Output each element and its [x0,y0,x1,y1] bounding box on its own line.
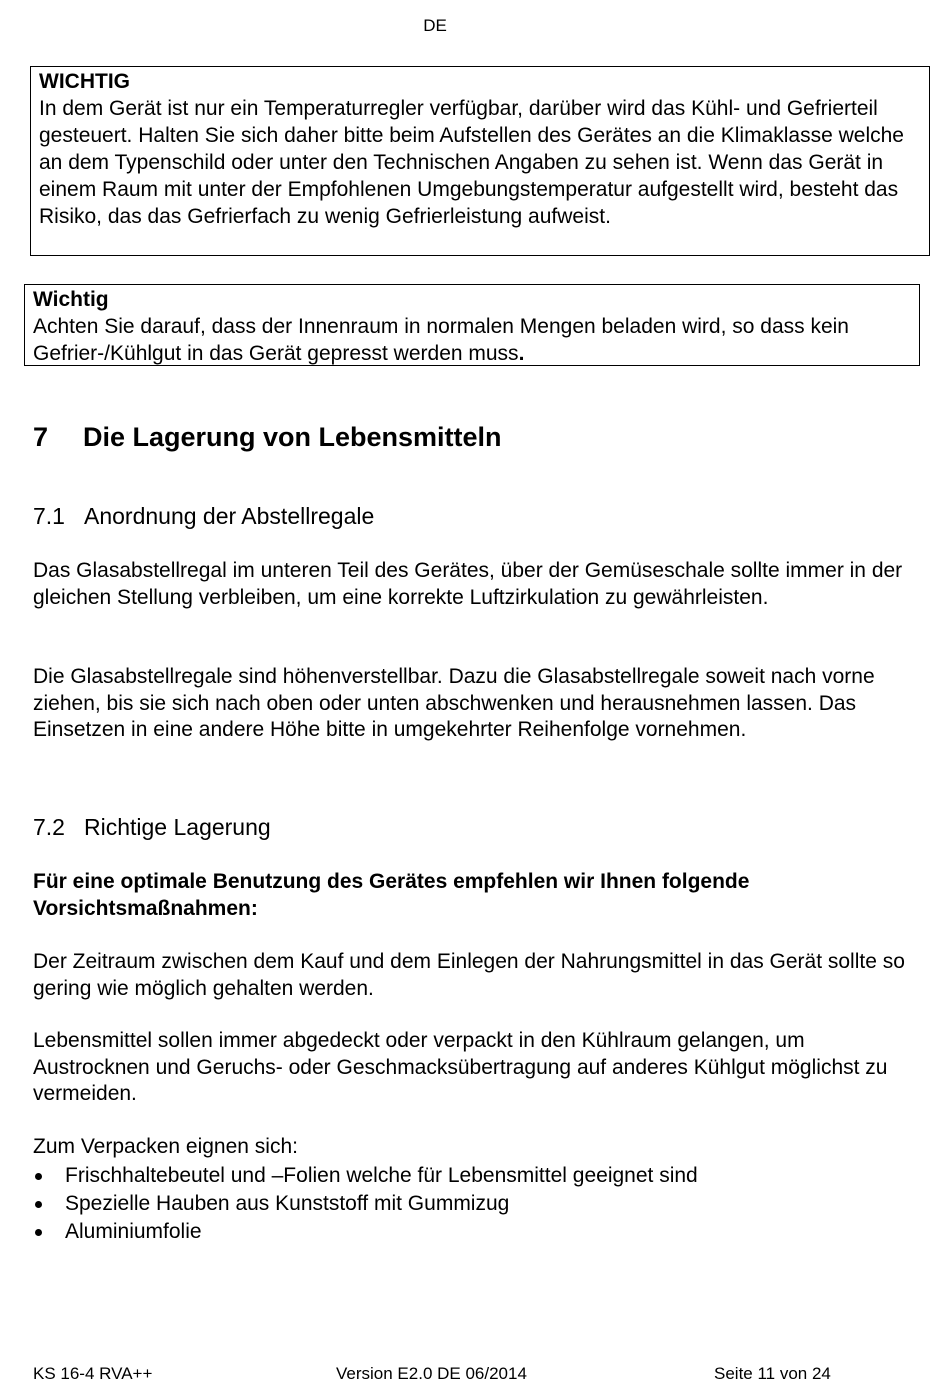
list-item-text: Aluminiumfolie [65,1220,202,1243]
list-item-text: Frischhaltebeutel und –Folien welche für Lebensmittel geeignet sind [65,1164,698,1187]
footer-page-number: Seite 11 von 24 [714,1364,831,1383]
list-item [33,1218,698,1246]
subsection-1-paragraph: Die Glasabstellregale sind höhenverstellbar. Dazu die Glasabstellregale soweit nach vorne ziehen, bis sie sich nach oben oder unten abschwenken und herausnehmen lassen. Das Einsetzen in eine andere Höhe bitte in umgekehrter Reihenfolge vornehmen. [33,665,875,742]
list-item [33,1190,698,1218]
bullet-icon [35,1173,42,1180]
section-heading [33,422,502,453]
subsection-1-paragraph: Das Glasabstellregal im unteren Teil des Gerätes, über der Gemüseschale sollte immer in der gleichen Stellung verbleiben, um eine korrekte Luftzirkulation zu gewährleisten. [33,559,903,609]
bullet-icon [35,1229,42,1236]
subsection-2-number: 7.2 [33,814,65,840]
subsection-2-paragraph: Lebensmittel sollen immer abgedeckt oder verpackt in den Kühlraum gelangen, um Austrocknen und Geruchs- oder Geschmacksübertragung auf anderes Kühlgut möglichst zu vermeiden. [33,1029,888,1106]
subsection-1-title: Anordnung der Abstellregale [84,503,375,529]
subsection-2-list-intro: Zum Verpacken eignen sich: [33,1135,298,1158]
important-box-1-title: WICHTIG [39,70,130,93]
subsection-2-paragraph: Der Zeitraum zwischen dem Kauf und dem Einlegen der Nahrungsmittel in das Gerät sollte so gering wie möglich gehalten werden. [33,950,905,1000]
footer-model: KS 16-4 RVA++ [33,1364,153,1383]
packaging-list [33,1162,698,1246]
subsection-2-heading [33,814,271,841]
list-item-text: Spezielle Hauben aus Kunststoff mit Gummizug [65,1192,510,1215]
subsection-1-number: 7.1 [33,503,65,529]
important-box-2-end-mark: . [518,342,525,365]
important-box-1-text: In dem Gerät ist nur ein Temperaturregler verfügbar, darüber wird das Kühl- und Gefrierteil gesteuert. Halten Sie sich daher bitte beim Aufstellen des Gerätes an die Klimaklasse welche an dem Typenschild oder unter den Technischen Angaben zu sehen ist. Wenn das Gerät in einem Raum mit unter der Empfohlenen Umgebungstemperatur aufgestellt wird, besteht das Risiko, das das Gefrierfach zu wenig Gefrierleistung aufweist. [39,97,904,228]
list-item [33,1162,698,1190]
important-box-2-text-wrap [33,313,911,367]
important-box-2-title: Wichtig [33,288,109,311]
header-language: DE [423,16,447,35]
bullet-icon [35,1201,42,1208]
important-box-1 [30,66,930,256]
footer-version: Version E2.0 DE 06/2014 [336,1364,527,1383]
subsection-2-title: Richtige Lagerung [84,814,271,840]
section-number: 7 [33,422,49,452]
subsection-2-lead: Für eine optimale Benutzung des Gerätes empfehlen wir Ihnen folgende Vorsichtsmaßnahmen: [33,870,750,920]
important-box-2-text: Achten Sie darauf, dass der Innenraum in normalen Mengen beladen wird, so dass kein Gefrier-/Kühlgut in das Gerät gepresst werden muss [33,315,849,365]
subsection-1-heading [33,503,374,530]
section-title: Die Lagerung von Lebensmitteln [83,422,502,452]
important-box-2 [24,284,920,366]
